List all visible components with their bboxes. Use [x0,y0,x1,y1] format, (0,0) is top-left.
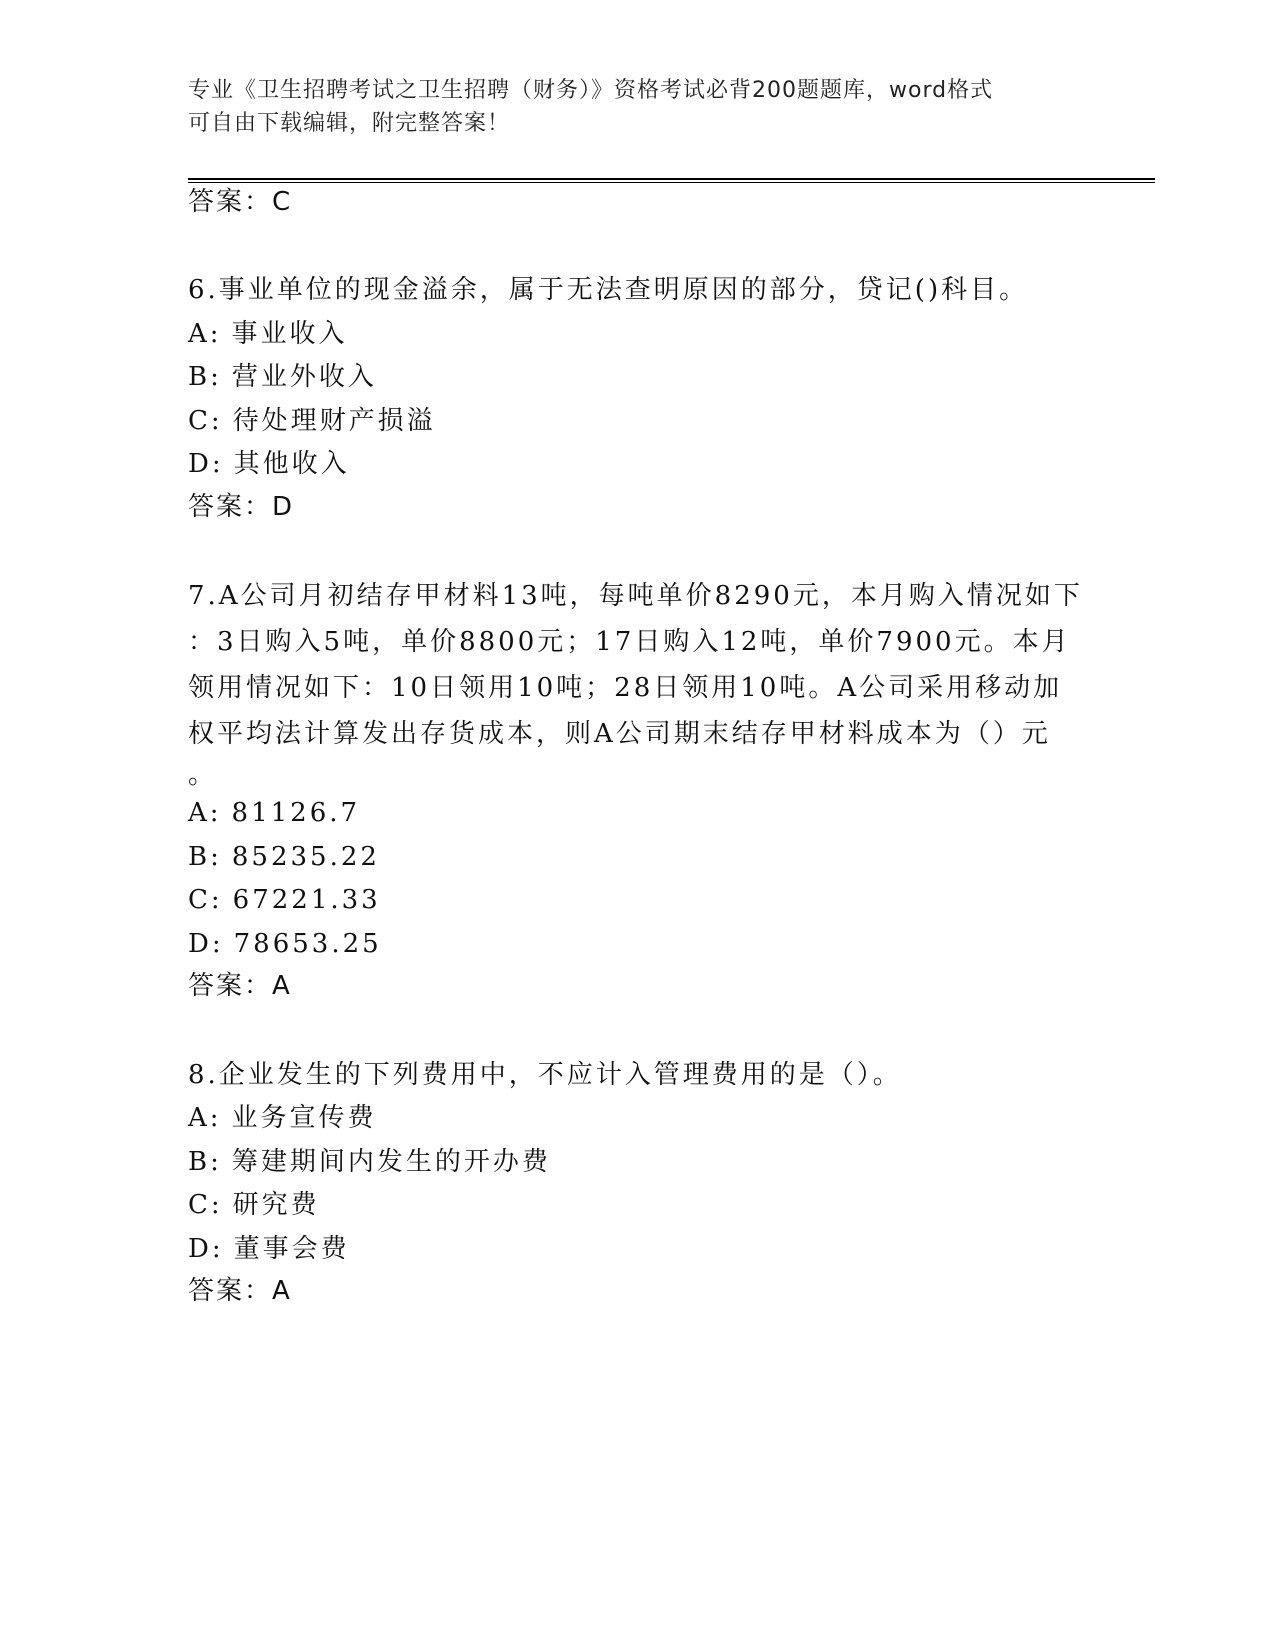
question-7-option-c [188,877,381,923]
option-letter: D: [188,449,224,479]
question-6-option-a [188,311,348,357]
option-text: 董事会费 [233,1234,350,1264]
question-line: 领用情况如下：10日领用10吨；28日领用10吨。A公司采用移动加 [188,673,1063,703]
option-text: 研究费 [232,1190,320,1220]
option-letter: C: [188,406,223,436]
question-7-answer: 答案：A [188,971,292,1001]
option-text: 81126.7 [231,798,361,828]
option-letter: B: [188,362,222,392]
question-8-text [188,1052,1088,1098]
option-text: 业务宣传费 [231,1103,377,1133]
option-letter: B: [188,842,222,872]
option-text: 事业收入 [231,319,348,349]
question-7-option-b [188,834,380,880]
question-6-text [188,267,1088,313]
previous-answer: 答案：C [188,187,293,217]
question-6-option-c [188,398,436,444]
question-line: 。 [188,760,218,790]
question-line: 8.企业发生的下列费用中，不应计入管理费用的是（）。 [188,1060,902,1090]
question-line: 7.A公司月初结存甲材料13吨，每吨单价8290元，本月购入情况如下 [188,581,1083,611]
option-letter: C: [188,1190,223,1220]
question-8-option-b [188,1139,551,1185]
option-text: 筹建期间内发生的开办费 [231,1147,551,1177]
question-line: 权平均法计算发出存货成本，则A公司期末结存甲材料成本为（）元 [188,719,1051,749]
question-8-option-d [188,1226,350,1272]
option-letter: B: [188,1147,222,1177]
option-letter: A: [188,798,222,828]
question-6-option-d [188,441,350,487]
question-line: 6.事业单位的现金溢余，属于无法查明原因的部分，贷记()科目。 [188,275,1029,305]
option-letter: D: [188,929,224,959]
question-8-option-a [188,1095,377,1141]
question-line: ：3日购入5吨，单价8800元；17日购入12吨，单价7900元。本月 [188,627,1071,657]
option-text: 85235.22 [231,842,380,872]
option-text: 待处理财产损溢 [232,406,436,436]
question-7-option-d [188,921,382,967]
question-6-option-b [188,354,377,400]
question-8-option-c [188,1182,320,1228]
question-7-option-a [188,790,360,836]
option-letter: A: [188,319,222,349]
option-letter: D: [188,1234,224,1264]
document-header [188,74,1088,140]
option-text: 67221.33 [232,885,381,915]
question-6-answer: 答案：D [188,492,295,522]
header-line-1: 专业《卫生招聘考试之卫生招聘（财务）》资格考试必背200题题库，word格式 [188,78,994,103]
option-text: 营业外收入 [231,362,377,392]
header-line-2: 可自由下载编辑，附完整答案！ [188,111,511,136]
question-8-answer: 答案：A [188,1276,292,1306]
question-7-text [188,573,1088,793]
option-letter: C: [188,885,223,915]
option-letter: A: [188,1103,222,1133]
option-text: 其他收入 [233,449,350,479]
option-text: 78653.25 [233,929,382,959]
header-divider [188,178,1155,183]
